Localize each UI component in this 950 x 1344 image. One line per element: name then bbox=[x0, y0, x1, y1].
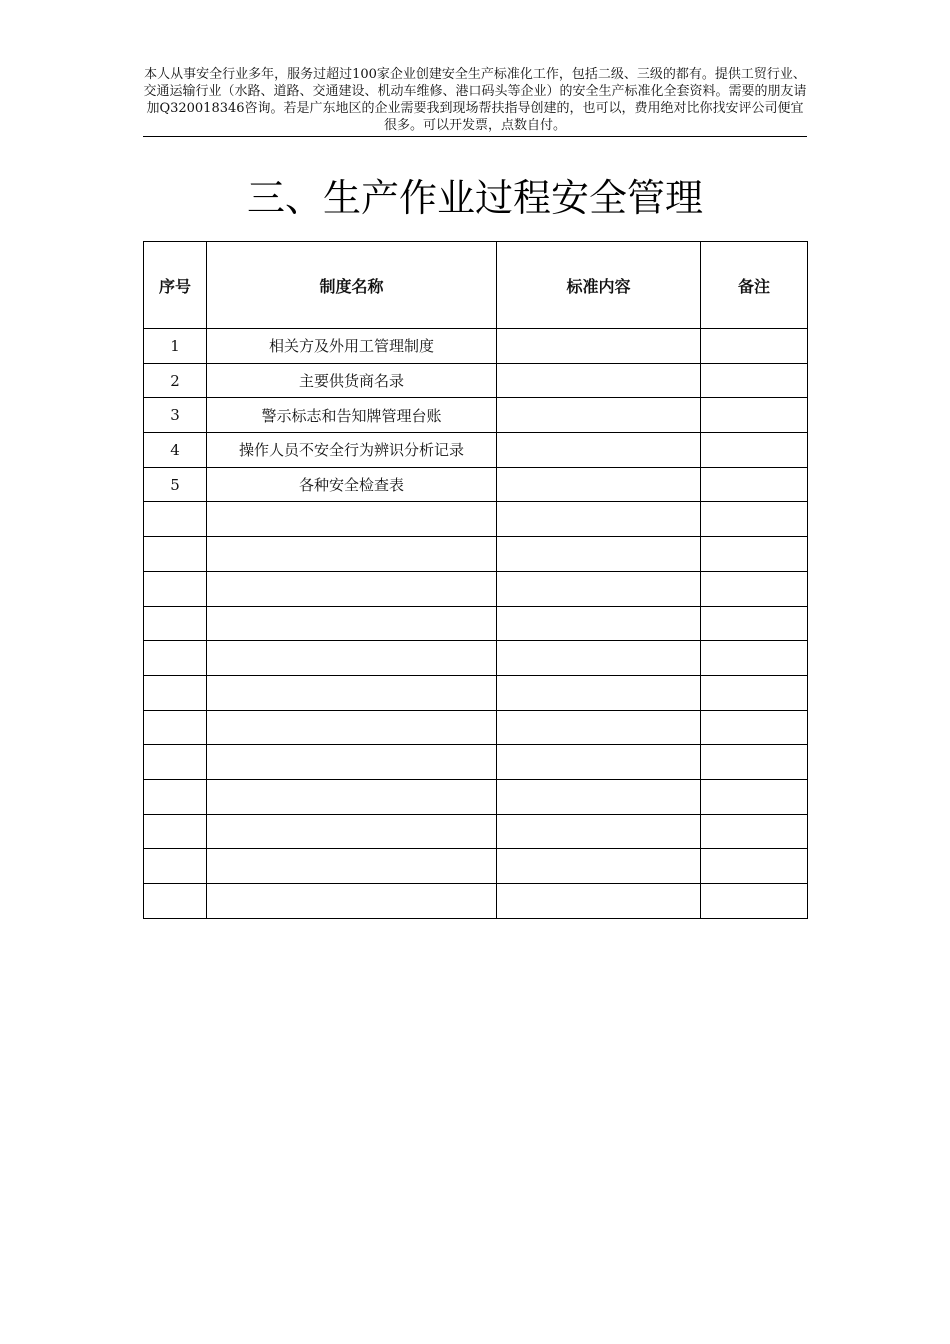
header-cell-content: 标准内容 bbox=[497, 242, 701, 329]
cell-name bbox=[207, 849, 497, 884]
cell-name bbox=[207, 502, 497, 537]
cell-content bbox=[497, 849, 701, 884]
cell-remarks bbox=[701, 745, 808, 780]
regulation-table bbox=[143, 241, 808, 919]
cell-content bbox=[497, 675, 701, 710]
cell-index: 4 bbox=[144, 433, 207, 468]
cell-remarks bbox=[701, 779, 808, 814]
cell-remarks bbox=[701, 467, 808, 502]
cell-content bbox=[497, 537, 701, 572]
cell-remarks bbox=[701, 849, 808, 884]
cell-index: 1 bbox=[144, 329, 207, 364]
table-row bbox=[144, 398, 808, 433]
cell-index bbox=[144, 641, 207, 676]
table-row bbox=[144, 329, 808, 364]
cell-index bbox=[144, 537, 207, 572]
cell-remarks bbox=[701, 502, 808, 537]
cell-name: 相关方及外用工管理制度 bbox=[207, 329, 497, 364]
cell-name: 警示标志和告知牌管理台账 bbox=[207, 398, 497, 433]
header-divider bbox=[143, 136, 807, 137]
table-row bbox=[144, 849, 808, 884]
table-row bbox=[144, 606, 808, 641]
table-row bbox=[144, 884, 808, 919]
cell-content bbox=[497, 571, 701, 606]
cell-content bbox=[497, 779, 701, 814]
cell-content bbox=[497, 398, 701, 433]
cell-index: 5 bbox=[144, 467, 207, 502]
cell-name bbox=[207, 675, 497, 710]
cell-content bbox=[497, 329, 701, 364]
cell-remarks bbox=[701, 363, 808, 398]
cell-index bbox=[144, 502, 207, 537]
cell-name bbox=[207, 814, 497, 849]
cell-name bbox=[207, 710, 497, 745]
cell-remarks bbox=[701, 398, 808, 433]
cell-name bbox=[207, 606, 497, 641]
table-row bbox=[144, 537, 808, 572]
table-row bbox=[144, 467, 808, 502]
table-row bbox=[144, 779, 808, 814]
header-cell-name: 制度名称 bbox=[207, 242, 497, 329]
header-note: 本人从事安全行业多年，服务过超过100家企业创建安全生产标准化工作，包括二级、三级的都有。提供工贸行业、交通运输行业（水路、道路、交通建设、机动车维修、港口码头等企业）的安全生产标准化全套资料。需要的朋友请加Q320018346咨询。若是广东地区的企业需要我到现场帮扶指导创建的，也可以，费用绝对比你找安评公司便宜很多。可以开发票，点数自付。 bbox=[143, 67, 807, 133]
table-row bbox=[144, 675, 808, 710]
table-header-row bbox=[144, 242, 808, 329]
cell-index bbox=[144, 745, 207, 780]
cell-name: 主要供货商名录 bbox=[207, 363, 497, 398]
cell-remarks bbox=[701, 433, 808, 468]
cell-name bbox=[207, 745, 497, 780]
cell-remarks bbox=[701, 641, 808, 676]
cell-remarks bbox=[701, 606, 808, 641]
table-row bbox=[144, 710, 808, 745]
table-row bbox=[144, 502, 808, 537]
cell-index: 3 bbox=[144, 398, 207, 433]
header-cell-index: 序号 bbox=[144, 242, 207, 329]
cell-index bbox=[144, 606, 207, 641]
cell-remarks bbox=[701, 814, 808, 849]
cell-name bbox=[207, 641, 497, 676]
table-row bbox=[144, 745, 808, 780]
cell-content bbox=[497, 606, 701, 641]
table-row bbox=[144, 571, 808, 606]
cell-index bbox=[144, 849, 207, 884]
cell-index bbox=[144, 710, 207, 745]
table-row bbox=[144, 641, 808, 676]
cell-index: 2 bbox=[144, 363, 207, 398]
page-title: 三、生产作业过程安全管理 bbox=[246, 176, 703, 220]
table-row bbox=[144, 433, 808, 468]
cell-content bbox=[497, 433, 701, 468]
cell-name bbox=[207, 571, 497, 606]
cell-content bbox=[497, 814, 701, 849]
cell-content bbox=[497, 884, 701, 919]
cell-content bbox=[497, 363, 701, 398]
cell-content bbox=[497, 745, 701, 780]
cell-name: 各种安全检查表 bbox=[207, 467, 497, 502]
cell-content bbox=[497, 502, 701, 537]
cell-remarks bbox=[701, 884, 808, 919]
cell-content bbox=[497, 467, 701, 502]
cell-name bbox=[207, 884, 497, 919]
cell-name: 操作人员不安全行为辨识分析记录 bbox=[207, 433, 497, 468]
table-row bbox=[144, 363, 808, 398]
cell-index bbox=[144, 814, 207, 849]
table-row bbox=[144, 814, 808, 849]
cell-content bbox=[497, 710, 701, 745]
cell-index bbox=[144, 884, 207, 919]
cell-remarks bbox=[701, 329, 808, 364]
cell-remarks bbox=[701, 710, 808, 745]
header-cell-remarks: 备注 bbox=[701, 242, 808, 329]
cell-content bbox=[497, 641, 701, 676]
cell-index bbox=[144, 779, 207, 814]
cell-name bbox=[207, 537, 497, 572]
cell-remarks bbox=[701, 675, 808, 710]
cell-remarks bbox=[701, 571, 808, 606]
cell-index bbox=[144, 675, 207, 710]
cell-index bbox=[144, 571, 207, 606]
cell-remarks bbox=[701, 537, 808, 572]
cell-name bbox=[207, 779, 497, 814]
